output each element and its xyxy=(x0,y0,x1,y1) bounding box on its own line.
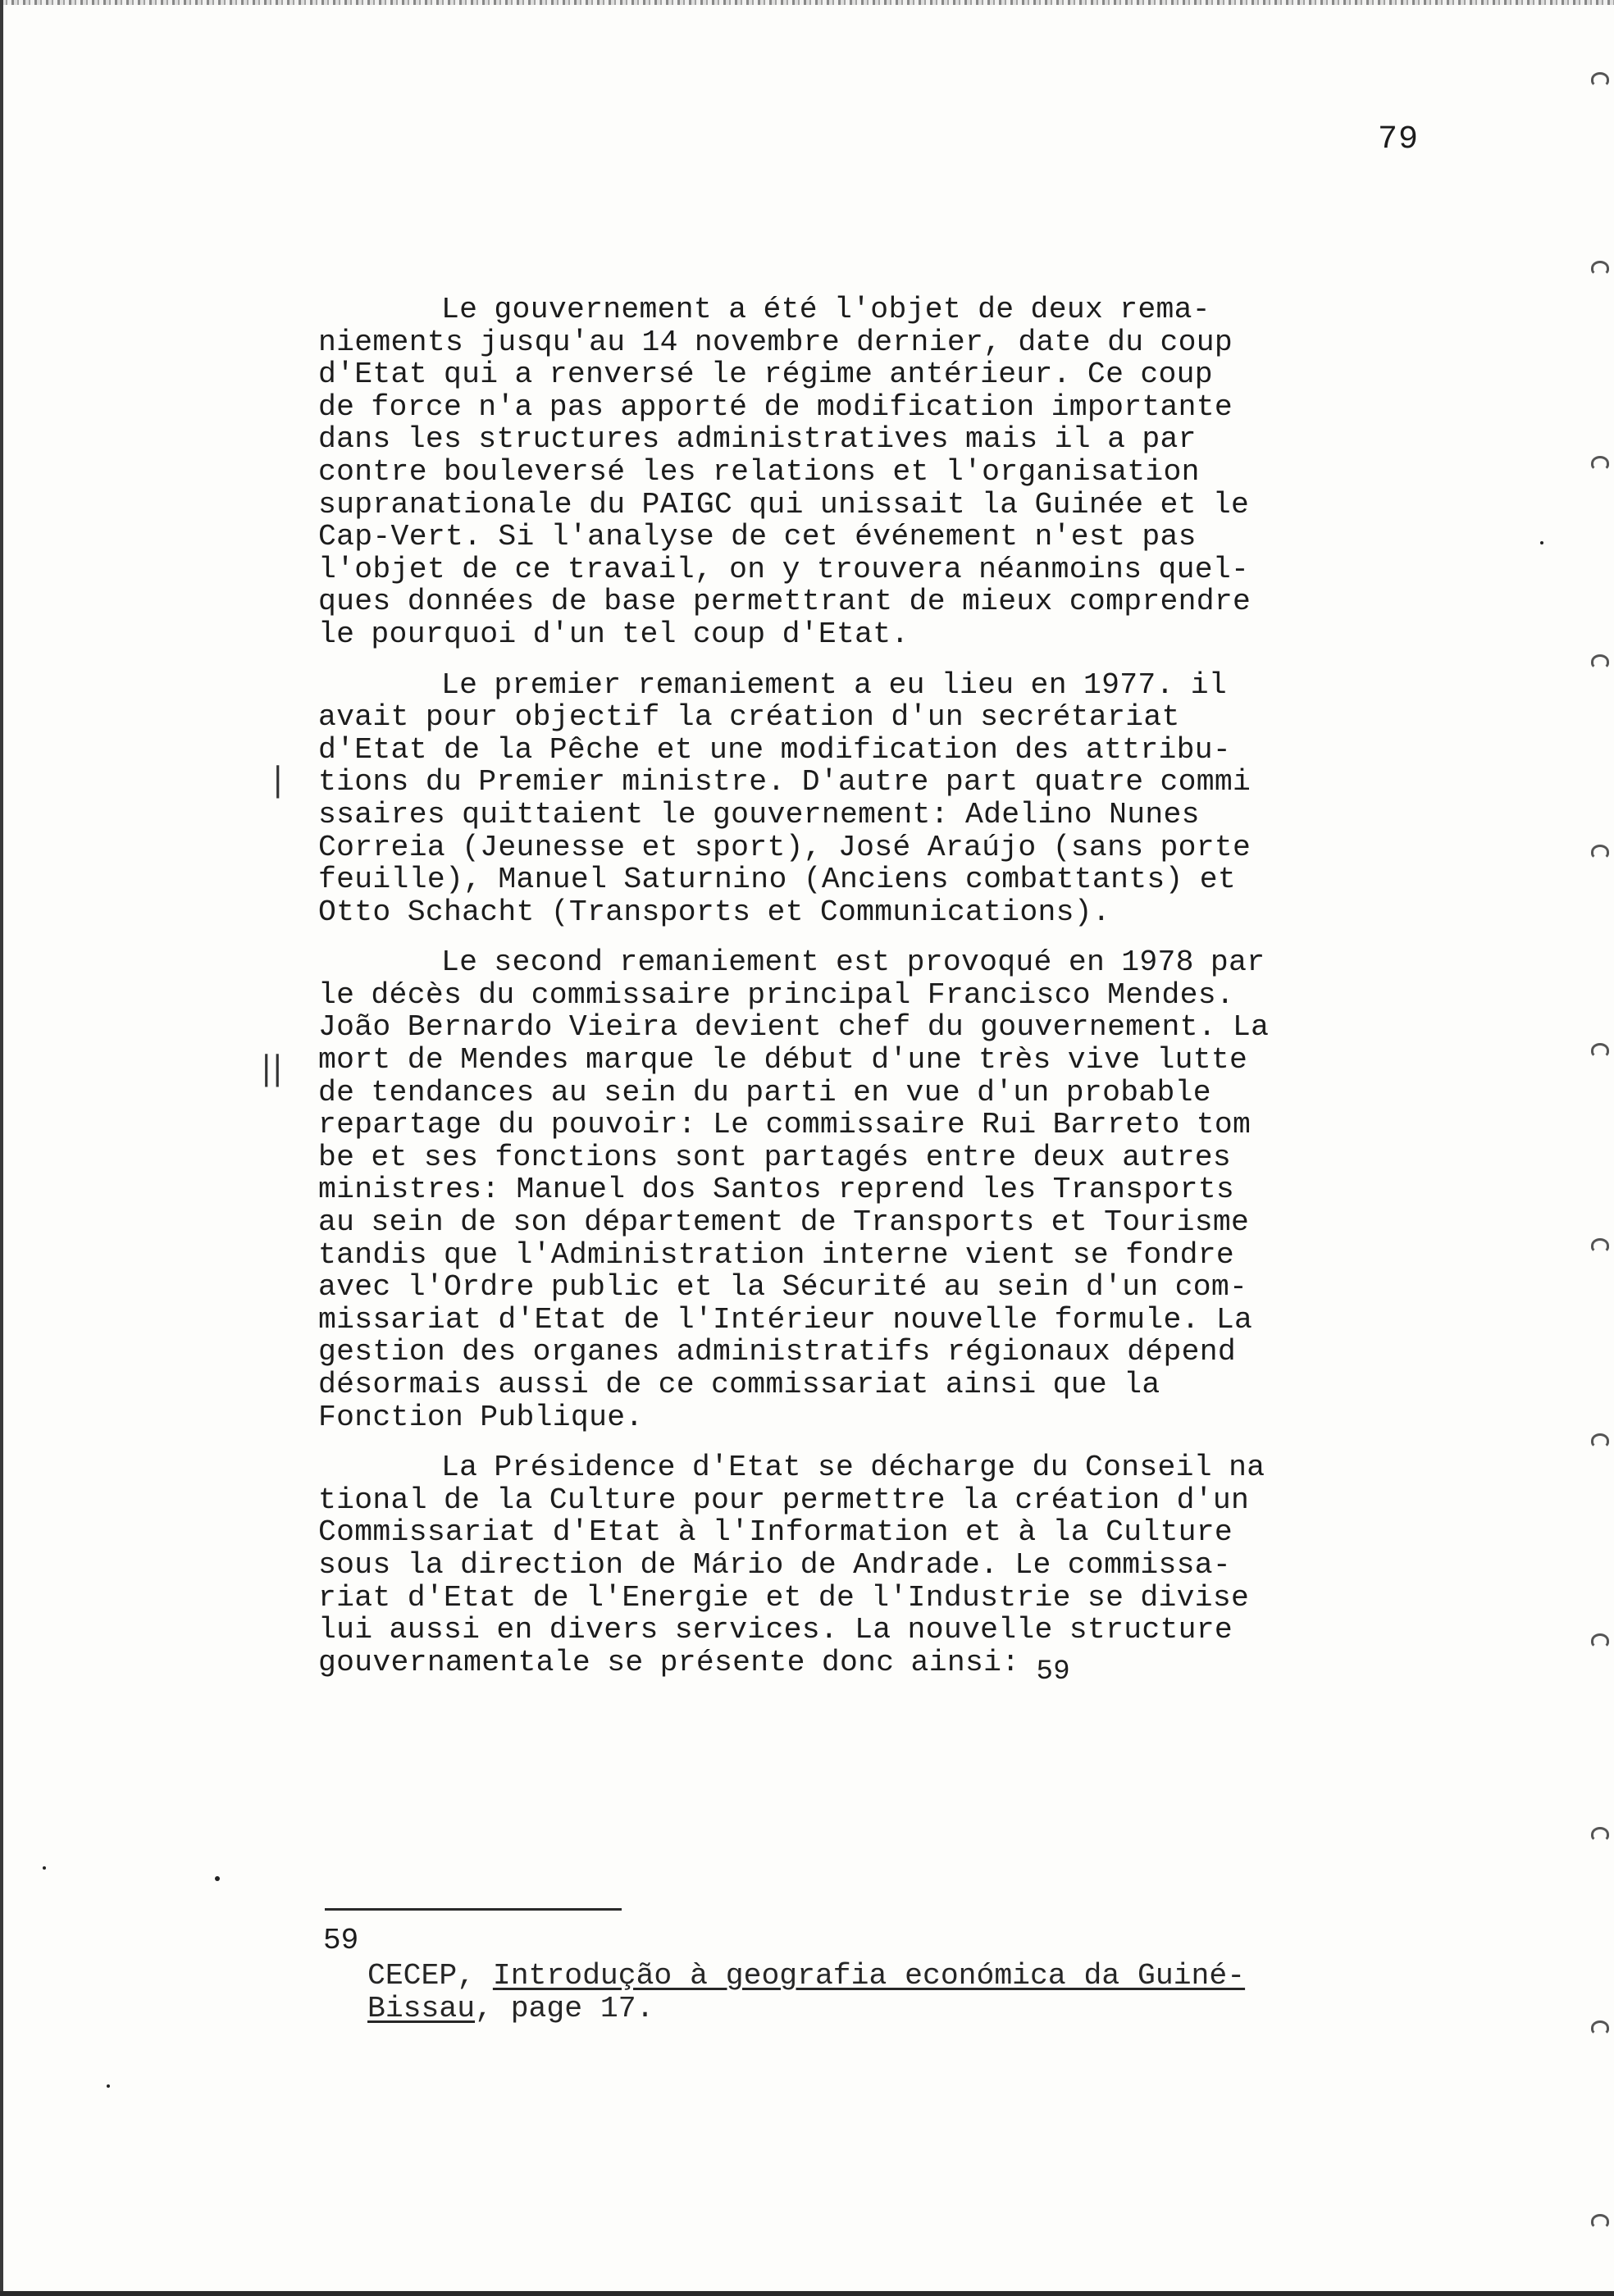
scan-top-edge xyxy=(0,0,1614,5)
binder-hole-mark xyxy=(1591,72,1609,87)
scan-speck xyxy=(107,2084,110,2088)
footnote-page-ref: , page 17. xyxy=(475,1992,654,2025)
footnote-reference: 59 xyxy=(1036,1656,1070,1688)
footnote-author: CECEP, xyxy=(367,1959,493,1993)
paragraph-3: Le second remaniement est provoqué en 1978 par le décès du commissaire principal Francisco Mendes. João Bernardo Vieira devient chef du gouvernement. La mort de Mendes marque le début d'une très vive lutte de tendances au sein du parti en vue d'un probable repartage du pouvoir: Le commissaire Rui Barreto tom be et ses fonctions sont partagés entre deux autres ministres: Manuel dos Santos reprend les Transports au sein de son département de Transports et Tourisme tandis que l'Administration interne vient se fondre avec l'Ordre public et la Sécurité au sein d'un com- missariat d'Etat de l'Intérieur nouvelle formule. La gestion des organes administratifs régionaux dépend désormais aussi de ce commissariat ainsi que la Fonction Publique. xyxy=(318,945,1270,1434)
footnote-title-line2: Bissau xyxy=(367,1992,476,2025)
binder-hole-mark xyxy=(1591,1433,1609,1448)
binder-hole-mark xyxy=(1591,456,1609,471)
footnote-number: 59 xyxy=(323,1924,359,1957)
scan-speck xyxy=(43,1866,46,1870)
binder-hole-mark xyxy=(1591,1238,1609,1253)
binder-hole-mark xyxy=(1591,1633,1609,1648)
paragraph-4 xyxy=(318,1451,1442,1688)
paragraph-1: Le gouvernement a été l'objet de deux rema- niements jusqu'au 14 novembre dernier, date du coup d'Etat qui a renversé le régime antérieur. Ce coup de force n'a pas apporté de modification importante dans les structures administratives mais il a par contre bouleversé les relations et l'organisation supranationale du PAIGC qui unissait la Guinée et le Cap-Vert. Si l'analyse de cet événement n'est pas l'objet de ce travail, on y trouvera néanmoins quel- ques données de base permettrant de mieux comprendre le pourquoi d'un tel coup d'Etat. xyxy=(318,293,1252,651)
scan-speck xyxy=(1540,541,1543,544)
binder-hole-mark xyxy=(1591,1827,1609,1842)
footnote-text xyxy=(367,1960,1434,2025)
binder-hole-mark xyxy=(1591,845,1609,859)
paragraph-2: Le premier remaniement a eu lieu en 1977. il avait pour objectif la création d'un secrétariat d'Etat de la Pêche et une modification des attribu- tions du Premier ministre. D'autre part quatre commi ssaires quittaient le gouvernement: Adelino Nunes Correia (Jeunesse et sport), José Araújo (sans porte feuille), Manuel Saturnino (Anciens combattants) et Otto Schacht (Transports et Communications). xyxy=(318,667,1252,929)
paragraph-4-text: La Présidence d'Etat se décharge du Conseil na tional de la Culture pour permettre la création d'un Commissariat d'Etat à l'Information et à la Culture sous la direction de Mário de Andrade. Le commissa- riat d'Etat de l'Energie et de l'Industrie se divise lui aussi en divers services. La nouvelle structure gouvernamentale se présente donc ainsi: xyxy=(318,1451,1265,1679)
binder-hole-mark xyxy=(1591,1043,1609,1058)
scan-speck xyxy=(215,1876,220,1881)
footnote-separator xyxy=(325,1908,622,1911)
page-number: 79 xyxy=(1378,121,1420,158)
footnote-title-line1: Introdução à geografia económica da Guiné- xyxy=(492,1959,1246,1993)
body-text xyxy=(318,294,1442,1706)
binder-hole-mark xyxy=(1591,2020,1609,2035)
scan-left-edge xyxy=(0,0,3,2296)
binder-hole-mark xyxy=(1591,2214,1609,2229)
margin-annotation-single: | xyxy=(272,761,284,799)
binder-hole-mark xyxy=(1591,654,1609,669)
margin-annotation-double: || xyxy=(261,1050,283,1087)
binder-hole-mark xyxy=(1591,261,1609,276)
scan-bottom-edge xyxy=(0,2291,1614,2296)
